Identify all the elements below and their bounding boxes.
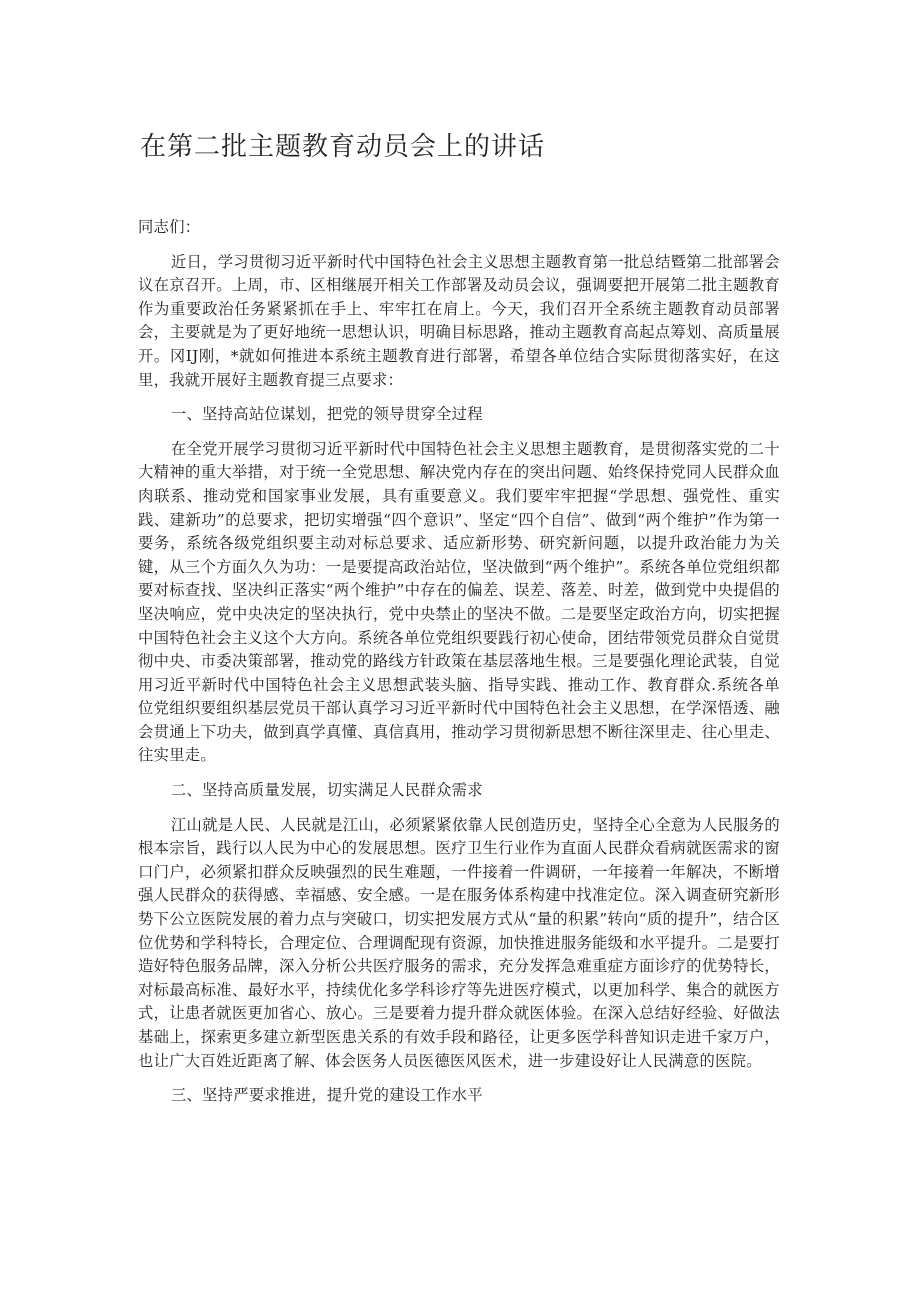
- section-1-paragraph: 在全党开展学习贯彻习近平新时代中国特色社会主义思想主题教育，是贯彻落实党的二十大精神的重大举措，对于统一全党思想、解决党内存在的突出问题、始终保持党同人民群众血肉联系、推动党和国家事业发展，具有重要意义。我们要牢牢把握“学思想、强党性、重实践、建新功”的总要求，把切实增强“四个意识”、坚定“四个自信”、做到“两个维护”作为第一要务，系统各级党组织要主动对标总要求、适应新形势、研究新问题，以提升政治能力为关键，从三个方面久久为功：一是要提高政治站位，坚决做到“两个维护”。系统各单位党组织都要对标查找、坚决纠正落实“两个维护”中存在的偏差、误差、落差、时差，做到党中央提倡的坚决响应，党中央决定的坚决执行，党中央禁止的坚决不做。二是要坚定政治方向，切实把握中国特色社会主义这个大方向。系统各单位党组织要践行初心使命，团结带领党员群众自觉贯彻中央、市委决策部署，推动党的路线方针政策在基层落地生根。三是要强化理论武装，自觉用习近平新时代中国特色社会主义思想武装头脑、指导实践、推动工作、教育群众.系统各单位党组织要组织基层党员干部认真学习习近平新时代中国特色社会主义思想，在学深悟透、融会贯通上下功夫，做到真学真懂、真信真用，推动学习贯彻新思想不断往深里走、往心里走、往实里走。: [138, 439, 780, 765]
- document-body: [138, 216, 780, 1119]
- section-2-heading: 二、坚持高质量发展，切实满足人民群众需求: [170, 781, 483, 800]
- greeting: 同志们：: [138, 218, 201, 236]
- section-3-heading: 三、坚持严要求推进，提升党的建设工作水平: [170, 1086, 483, 1105]
- intro-paragraph: 近日，学习贯彻习近平新时代中国特色社会主义思想主题教育第一批总结暨第二批部署会议在京召开。上周，市、区相继展开相关工作部署及动员会议，强调要把开展第二批主题教育作为重要政治任务紧紧抓在手上、牢牢扛在肩上。今天，我们召开全系统主题教育动员部署会，主要就是为了更好地统一思想认识，明确目标思路，推动主题教育高起点筹划、高质量展开。冈IJ刚，*就如何推进本系统主题教育进行部署，希望各单位结合实际贯彻落实好，在这里，我就开展好主题教育提三点要求：: [138, 252, 780, 389]
- section-1-heading: 一、坚持高站位谋划，把党的领导贯穿全过程: [170, 405, 483, 424]
- section-2-paragraph: 江山就是人民、人民就是江山，必须紧紧依靠人民创造历史，坚持全心全意为人民服务的根本宗旨，践行以人民为中心的发展思想。医疗卫生行业作为直面人民群众看病就医需求的窗口门户，必须紧扣群众反映强烈的民生难题，一件接着一件调研，一年接着一年解决，不断增强人民群众的获得感、幸福感、安全感。一是在服务体系构建中找准定位。深入调查研究新形势下公立医院发展的着力点与突破口，切实把发展方式从“量的积累”转向“质的提升”，结合区位优势和学科特长，合理定位、合理调配现有资源，加快推进服务能级和水平提升。二是要打造好特色服务品牌，深入分析公共医疗服务的需求，充分发挥急难重症方面诊疗的优势特长，对标最高标准、最好水平，持续优化多学科诊疗等先进医疗模式，以更加科学、集合的就医方式，让患者就医更加省心、放心。三是要着力提升群众就医体验。在深入总结好经验、好做法基础上，探索更多建立新型医患关系的有效手段和路径，让更多医学科普知识走进千家万户，也让广大百姓近距离了解、体会医务人员医德医风医术，进一步建设好让人民满意的医院。: [138, 815, 780, 1070]
- document-title: 在第二批主题教育动员会上的讲话: [140, 132, 546, 162]
